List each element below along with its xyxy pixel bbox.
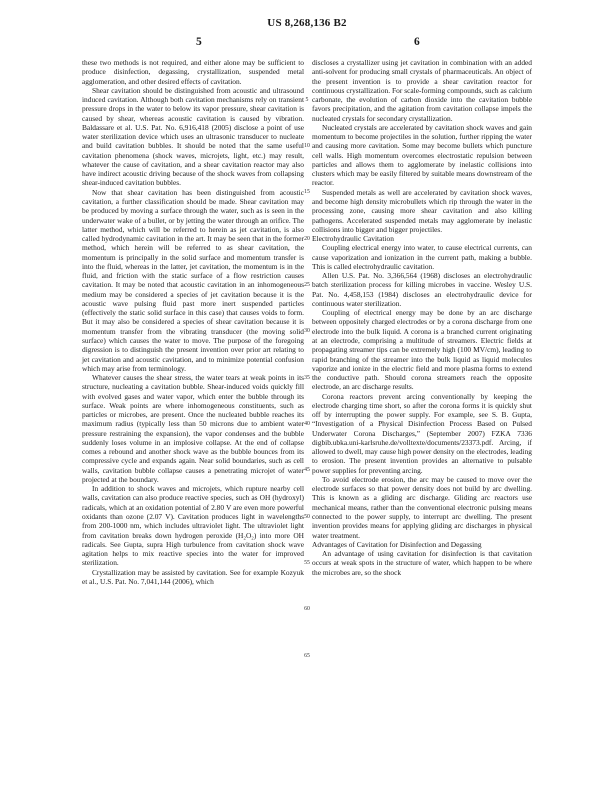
paragraph: Whatever causes the shear stress, the water tears at weak points in its structure, nucleating a cavitation bubble. Shear-induced voids quickly fill with evolved gases and water vapor, which enter the bubble through its surface. Weak points are where inhomogeneous constituents, such as particles or microbes, are present. Once the nucleated bubble reaches its maximum radius (typically less than 50 microns due to ambient water pressure restraining the expansion), the vapor condenses and the bubble suddenly loses volume in an implosive collapse. At the end of collapse comes a rebound and another shock wave as the bubble bounces from its compressive cycle and expands again. Near solid boundaries, such as cell walls, cavitation bubble collapse causes a penetrating microjet of water projected at the boundary. <box>82 373 304 484</box>
paragraph: To avoid electrode erosion, the arc may be caused to move over the electrode surfaces so that power density does not build by arc dwelling. This is known as a gliding arc discharge. Gliding arc reactors use mechanical means, rather than the conventional electronic pulsing means connected to the power supply, to interrupt arc dwelling. The present invention provides means for applying gliding arc discharges in physical water treatment. <box>312 474 532 540</box>
line-number: 60 <box>304 606 310 613</box>
left-page-number: 5 <box>196 36 202 48</box>
paragraph: In addition to shock waves and microjets, which rupture nearby cell walls, cavitation can also produce reactive species, such as OH (hydroxyl) radicals, which at an oxidation potential of 2.80 V are even more powerful oxidants than ozone (2.07 V). Cavitation produces light in wavelengths from 200-1000 nm, which includes ultraviolet light. The ultraviolet light from cavitation breaks down hydrogen peroxide (H₂O₂) into more OH radicals. See Gupta, supra High turbulence from cavitation shock wave agitation helps to mix reactive species into the water for improved sterilization. <box>82 484 304 568</box>
paragraph: An advantage of using cavitation for disinfection is that cavitation occurs at weak spots in the structure of water, which happen to be where the microbes are, so the shock <box>312 549 532 577</box>
line-number: 5 <box>305 96 309 103</box>
line-number: 65 <box>304 652 310 659</box>
line-number: 45 <box>304 467 310 474</box>
line-number: 35 <box>304 374 310 381</box>
paragraph: Coupling of electrical energy may be done by an arc discharge between oppositely charged electrodes or by a corona discharge from one electrode into the bulk liquid. A corona is a branched current originating at an electrode, comprising a multitude of streamers. Electric fields at propagating streamer tips can be extremely high (100 MV/cm), leading to rapid branching of the streamer into the bulk liquid as liquid molecules vaporize and ionize in the electric field and more plasma forms to extend the conductive path. Should corona streamers reach the opposite electrode, an arc discharge results. <box>312 308 532 392</box>
patent-number: US 8,268,136 B2 <box>267 17 347 29</box>
paragraph: Nucleated crystals are accelerated by cavitation shock waves and gain momentum to become projectiles in the solution, further ripping the water and causing more cavitation. Some may become bullets which puncture cell walls. High momentum overcomes electrostatic repulsion between particles and allows them to agglomerate by inelastic collisions into clusters which may be easily filtered by suitable means downstream of the reactor. <box>312 122 532 188</box>
right-column <box>312 58 532 577</box>
line-number: 10 <box>304 142 310 149</box>
section-heading: Electrohydraulic Cavitation <box>312 234 394 244</box>
line-number: 50 <box>304 513 310 520</box>
line-number: 15 <box>304 189 310 196</box>
paragraph: these two methods is not required, and either alone may be sufficient to produce disinfection, degassing, crystallization, suspended metal agglomeration, and other desired effects of cavitation. <box>82 58 304 86</box>
line-number: 55 <box>304 560 310 567</box>
paragraph: Corona reactors prevent arcing conventionally by keeping the electrode charging time short, so after the corona forms it is quickly shut off by interrupting the power supply. For example, see S. B. Gupta, “Investigation of a Physical Disinfection Process Based on Pulsed Underwater Corona Discharges,” (September 2007) FZKA 7336 digbib.ubka.uni-karlsruhe.de/volltexte/documents/23373.pdf. Arcing, if allowed to dwell, may cause high power density on the electrodes, leading to erosion. The present invention provides an alternative to pulsable power supplies for preventing arcing. <box>312 391 532 475</box>
paragraph: Shear cavitation should be distinguished from acoustic and ultrasound induced cavitation. Although both cavitation mechanisms rely on transient pressure drops in the water to below its vapor pressure, shear cavitation is caused by shear, whereas acoustic cavitation is caused by vibration. Baldassare et al. U.S. Pat. No. 6,916,418 (2005) disclose a point of use water sterilization device which uses an ultrasonic transducer to nucleate and build cavitation bubbles. It should be noted that the same useful cavitation phenomena (shock waves, microjets, light, etc.) may result, whatever the cause of cavitation, and a shear cavitation reactor may also have indirect acoustic driving because of the shock waves from collapsing shear-induced cavitation bubbles. <box>82 85 304 188</box>
line-number: 40 <box>304 421 310 428</box>
paragraph: Now that shear cavitation has been distinguished from acoustic cavitation, a further classification should be made. Shear cavitation may be produced by moving a surface through the water, such as is seen in the underwater wake of a bullet, or by jetting the water through an orifice. The latter method, which will be referred to herein as jet cavitation, is also called hydrodynamic cavitation in the art. It may be seen that in the former method, which herein will be referred to as shear cavitation, the momentum is principally in the solid surface and momentum transfer is into the fluid, whereas in the latter, jet cavitation, the momentum is in the fluid, and friction with the static surface of a flow restriction causes cavitation. It may be noted that acoustic cavitation in an inhomogeneous medium may be considered a species of jet cavitation because it is the acoustic wave pulsing fluid past more inert suspended particles (effectively the static solid surface in this case) that causes voids to form. But it may also be considered a species of shear cavitation because it is momentum transfer from the vibrating transducer (the moving solid surface) which causes the water to move. The purpose of the foregoing digression is to distinguish the present invention over prior art relating to jet cavitation and acoustic cavitation, and to minimize potential confusion which may arise from terminology. <box>82 187 304 373</box>
paragraph: Coupling electrical energy into water, to cause electrical currents, can cause vaporization and ionization in the current path, making a bubble. This is called electrohydraulic cavitation. <box>312 243 532 271</box>
section-heading: Advantages of Cavitation for Disinfection and Degassing <box>312 539 482 549</box>
line-number: 25 <box>304 281 310 288</box>
line-number: 20 <box>304 235 310 242</box>
paragraph: Allen U.S. Pat. No. 3,366,564 (1968) discloses an electrohydraulic batch sterilization process for killing microbes in vaccine. Wesley U.S. Pat. No. 4,458,153 (1984) discloses an electrohydraulic device for continuous water sterilization. <box>312 271 532 308</box>
paragraph: Suspended metals as well are accelerated by cavitation shock waves, and become high density microbullets which rip through the water in the processing zone, causing more shear cavitation and also killing pathogens. Accelerated suspended metals may agglomerate by inelastic collisions into bigger and bigger projectiles. <box>312 187 532 234</box>
line-number: 30 <box>304 328 310 335</box>
left-column <box>82 58 304 586</box>
paragraph: Crystallization may be assisted by cavitation. See for example Kozyuk et al., U.S. Pat. No. 7,041,144 (2006), which <box>82 567 304 586</box>
right-page-number: 6 <box>414 36 420 48</box>
paragraph: discloses a crystallizer using jet cavitation in combination with an added anti-solvent for producing small crystals of pharmaceuticals. An object of the present invention is to provide a shear cavitation reactor for continuous crystallization. For scale-forming compounds, such as calcium carbonate, the evolution of carbon dioxide into the cavitation bubble favors precipitation, and the agitation from cavitation collapse impels the nucleated crystals for secondary crystallization. <box>312 58 532 123</box>
